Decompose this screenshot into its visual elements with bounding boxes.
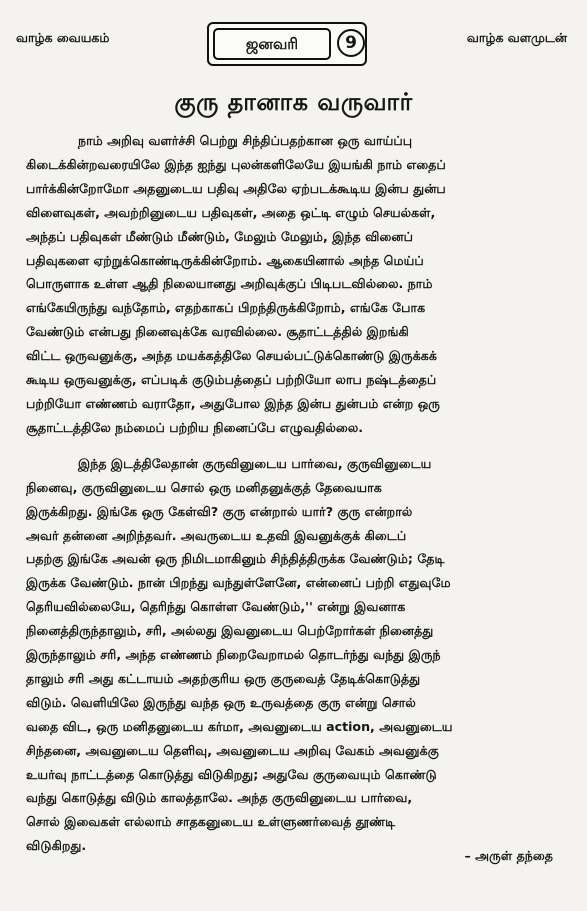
date-box xyxy=(207,22,367,66)
text-line: விளைவுகள், அவற்றினுடைய பதிவுகள், அதை ஒட்டி எழும் செயல்கள், xyxy=(26,204,436,220)
text-line: சூதாட்டத்திலே நம்மைப் பற்றிய நினைப்பே எழுவதில்லை. xyxy=(26,419,364,435)
text-line: உயர்வு நாட்டத்தை கொடுத்து விடுகிறது; அதுவே குருவையும் கொண்டு xyxy=(26,766,437,782)
text-line: நாம் அறிவு வளர்ச்சி பெற்று சிந்திப்பதற்கான ஒரு வாய்ப்பு xyxy=(78,133,413,148)
text-line: வந்து கொடுத்து விடும் காலத்தாலே. அந்த குருவினுடைய பார்வை, xyxy=(26,790,413,806)
text-line: பொருளாக உள்ள ஆதி நிலையானது அறிவுக்குப் பிடிபடவில்லை. நாம் xyxy=(26,276,433,292)
text-line: இருக்க வேண்டும். நான் பிறந்து வந்துள்ளேனே, என்னைப் பற்றி எதுவுமே xyxy=(26,575,451,591)
date-number: 9 xyxy=(337,29,365,57)
paragraph-2 xyxy=(26,452,566,858)
text-line: பதற்கு இங்கே அவன் ஒரு நிமிடமாகினும் சிந்தித்திருக்க வேண்டும்; தேடி xyxy=(26,551,445,567)
article-title: குரு தானாக வருவார் xyxy=(174,88,413,116)
text-line: நினைத்திருந்தாலும், சரி, அல்லது இவனுடைய பெற்றோர்கள் நினைத்து xyxy=(26,623,434,639)
text-line: சிந்தனை, அவனுடைய தெளிவு, அவனுடைய அறிவு வேகம் அவனுக்கு xyxy=(26,742,439,758)
text-line: இருந்தாலும் சரி, அந்த எண்ணம் நிறைவேறாமல் தொடர்ந்து வந்து இருந் xyxy=(26,647,441,663)
text-line: வேண்டும் என்பது நினைவுக்கே வரவில்லை. சூதாட்டத்தில் இறங்கி xyxy=(26,324,409,340)
header-left-motto: வாழ்க வையகம் xyxy=(16,30,110,45)
text-line: கூடிய ஒருவனுக்கு, எப்படிக் குடும்பத்தைப் பற்றியோ லாப நஷ்டத்தைப் xyxy=(26,372,437,388)
text-line: இருக்கிறது. இங்கே ஒரு கேள்வி? குரு என்றால் யார்? குரு என்றால் xyxy=(26,503,413,519)
text-line: தெரியவில்லையே, தெரிந்து கொள்ள வேண்டும்,'' என்று இவனாக xyxy=(26,599,406,615)
article-body xyxy=(26,129,566,858)
month-label: ஜனவரி xyxy=(213,28,331,60)
text-line: பற்றியோ எண்ணம் வராதோ, அதுபோல இந்த இன்ப துன்பம் என்ற ஒரு xyxy=(26,395,440,411)
text-line: சொல் இவைகள் எல்லாம் சாதகனுடைய உள்ளுணர்வைத் தூண்டி xyxy=(26,814,396,830)
text-line: இந்த இடத்திலேதான் குருவினுடைய பார்வை, குருவினுடைய xyxy=(78,455,432,471)
text-line: வதை விட, ஒரு மனிதனுடைய கர்மா, அவனுடைய action, அவனுடைய xyxy=(26,718,453,734)
text-line: பார்க்கின்றோமோ அதனுடைய பதிவு அதிலே ஏற்படக்கூடிய இன்ப துன்ப xyxy=(26,180,446,196)
text-line: விட்ட ஒருவனுக்கு, அந்த மயக்கத்திலே செயல்பட்டுக்கொண்டு இருக்கக் xyxy=(26,348,437,364)
text-line: எங்கேயிருந்து வந்தோம், எதற்காகப் பிறந்திருக்கிறோம், எங்கே போக xyxy=(26,300,426,316)
header-right-motto: வாழ்க வளமுடன் xyxy=(466,30,567,45)
author-signature: – அருள் தந்தை xyxy=(464,848,553,863)
text-line: நினைவு, குருவினுடைய சொல் ஒரு மனிதனுக்குத் தேவையாக xyxy=(26,479,382,495)
paragraph-1 xyxy=(26,129,566,440)
text-line: பதிவுகளை ஏற்றுக்கொண்டிருக்கின்றோம். ஆகையினால் அந்த மெய்ப் xyxy=(26,252,424,268)
text-line: விடும். வெளியிலே இருந்து வந்த ஒரு உருவத்தை குரு என்று சொல் xyxy=(26,694,416,710)
text-line: கிடைக்கின்றவரையிலே இந்த ஐந்து புலன்களிலேயே இயங்கி நாம் எதைப் xyxy=(26,156,446,172)
text-line: அவர் தன்னை அறிந்தவர். அவருடைய உதவி இவனுக்குக் கிடைப் xyxy=(26,527,407,543)
text-line: அந்தப் பதிவுகள் மீண்டும் மீண்டும், மேலும் மேலும், இந்த வினைப் xyxy=(26,228,413,244)
text-line: விடுகிறது. xyxy=(26,838,87,854)
text-line: தாலும் சரி அது கட்டாயம் அதற்குரிய ஒரு குருவைத் தேடிக்கொடுத்து xyxy=(26,670,421,686)
